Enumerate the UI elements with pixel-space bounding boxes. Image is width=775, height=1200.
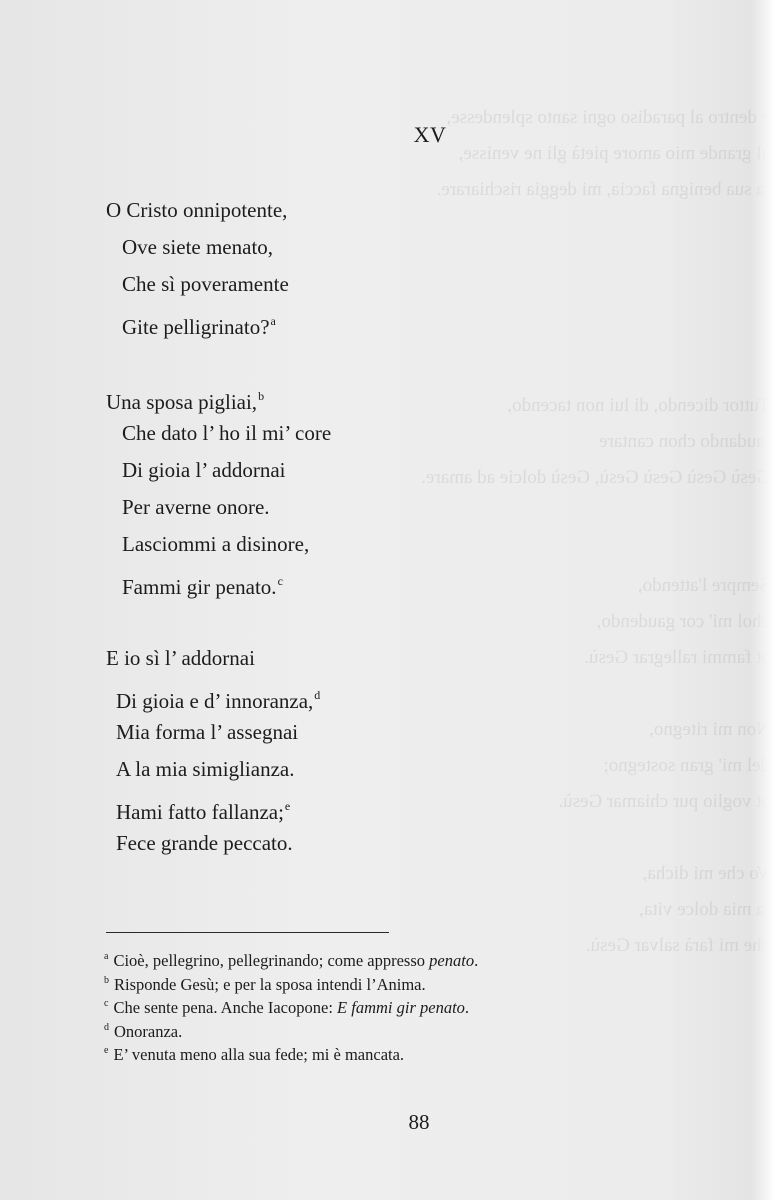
verse-line: Per averne onore.: [122, 495, 270, 519]
verse-line: Fammi gir penato.$^c$: [122, 574, 283, 599]
poem-heading: XV: [413, 122, 447, 147]
verse-line: Una sposa pigliai,$^b$: [106, 389, 265, 414]
footnote: $^a$ Cioè, pellegrino, pellegrinando; come appresso penato.: [104, 951, 479, 970]
verse-line: Di gioia e d’ innoranza,$^d$: [116, 688, 321, 713]
footnote-ref: c: [277, 574, 283, 588]
footnote: $^b$ Risponde Gesù; e per la sposa intendi l’Anima.: [104, 974, 426, 994]
footnote-ref: b: [258, 389, 265, 403]
page-number: 88: [408, 1110, 430, 1134]
footnote-ref: e: [284, 799, 291, 813]
stanza-2: [106, 378, 331, 600]
verse-line: Gite pelligrinato?$^a$: [122, 314, 276, 339]
footnote: $^d$ Onoranza.: [104, 1021, 183, 1041]
footnote-separator: [106, 932, 389, 933]
footnote-ref: d: [314, 688, 321, 702]
verse-line: Che dato l’ ho il mi’ core: [122, 421, 332, 445]
stanza-1: [106, 192, 289, 340]
verse-line: Lasciommi a disinore,: [122, 532, 310, 556]
verse-line: Ove siete menato,: [122, 235, 274, 259]
stanza-3: [106, 640, 320, 862]
verse-line: Di gioia l’ addornai: [122, 458, 286, 482]
verse-line: E io sì l’ addornai: [106, 646, 255, 670]
verse-line: Fece grande peccato.: [116, 831, 293, 855]
footnote: $^c$ Che sente pena. Anche Iacopone: E fammi gir penato.: [104, 998, 470, 1017]
verse-line: Hami fatto fallanza;$^e$: [116, 799, 291, 824]
verse-line: Mia forma l’ assegnai: [116, 720, 299, 744]
page-edge-shadow: [751, 0, 775, 1200]
verse-line: A la mia simiglianza.: [116, 757, 295, 781]
footnote: $^e$ E’ venuta meno alla sua fede; mi è mancata.: [104, 1045, 405, 1064]
verse-line: Che sì poveramente: [122, 272, 289, 296]
bleed-through-texture: e dentro al paradiso ogni santo splendesse, al grande mio amore pietà gli ne venisse, la sua benigna faccia, mi deggia rischiarare. Tuttor dicendo, di lui non tacendo, laudando chon cantare Gesù Gesù Gesù Gesù, Gesù dolcie ad amare. Sempre l'attendo, chol mi' cor gaudendo, et fammi rallegrar Gesù. Non mi ritegno, del mi' gran sostegno; et voglio pur chiamar Gesù. Vo che mi dicha, la mia dolce vita, che mi farà salvar Gesù.: [421, 107, 770, 956]
verse-line: O Cristo onnipotente,: [106, 198, 288, 222]
footnote-ref: a: [270, 314, 276, 328]
footnotes: [104, 945, 478, 1063]
